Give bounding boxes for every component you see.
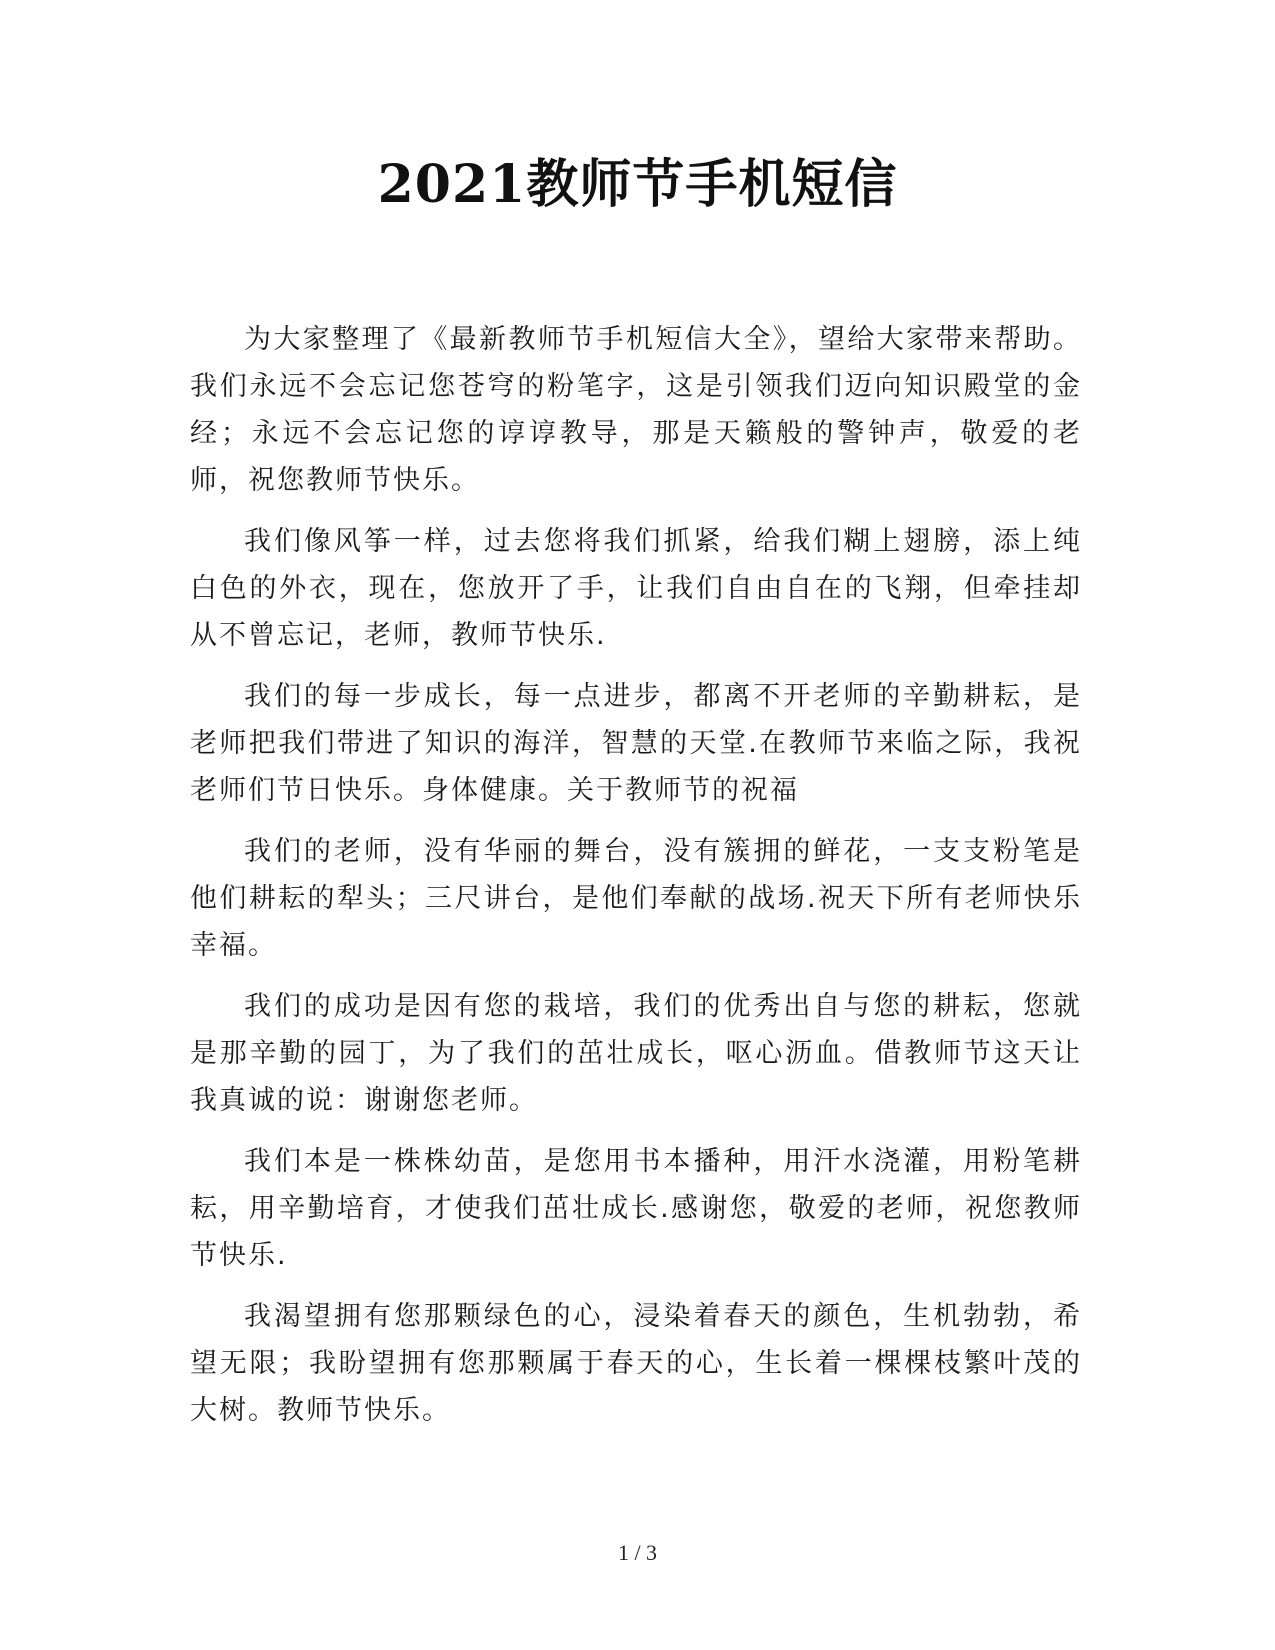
paragraph-3: 我们的每一步成长，每一点进步，都离不开老师的辛勤耕耘，是老师把我们带进了知识的海洋，智慧的天堂.在教师节来临之际，我祝老师们节日快乐。身体健康。关于教师节的祝福: [190, 681, 1082, 806]
document-title: 2021教师节手机短信: [377, 154, 898, 215]
paragraph-1: 为大家整理了《最新教师节手机短信大全》，望给大家带来帮助。我们永远不会忘记您苍穹的粉笔字，这是引领我们迈向知识殿堂的金经；永远不会忘记您的谆谆教导，那是天籁般的警钟声，敬爱的老师，祝您教师节快乐。: [190, 324, 1082, 496]
paragraph-4: 我们的老师，没有华丽的舞台，没有簇拥的鲜花，一支支粉笔是他们耕耘的犁头；三尺讲台，是他们奉献的战场.祝天下所有老师快乐幸福。: [190, 836, 1082, 961]
paragraph-7: 我渴望拥有您那颗绿色的心，浸染着春天的颜色，生机勃勃，希望无限；我盼望拥有您那颗属于春天的心，生长着一棵棵枝繁叶茂的大树。教师节快乐。: [190, 1301, 1082, 1426]
page-number: 1 / 3: [617, 1540, 658, 1565]
paragraph-5: 我们的成功是因有您的栽培，我们的优秀出自与您的耕耘，您就是那辛勤的园丁，为了我们的茁壮成长，呕心沥血。借教师节这天让我真诚的说：谢谢您老师。: [190, 991, 1082, 1116]
paragraph-2: 我们像风筝一样，过去您将我们抓紧，给我们糊上翅膀，添上纯白色的外衣，现在，您放开了手，让我们自由自在的飞翔，但牵挂却从不曾忘记，老师，教师节快乐.: [190, 526, 1082, 651]
document-body: [190, 316, 1082, 1448]
paragraph-6: 我们本是一株株幼苗，是您用书本播种，用汗水浇灌，用粉笔耕耘，用辛勤培育，才使我们茁壮成长.感谢您，敬爱的老师，祝您教师节快乐.: [190, 1146, 1082, 1271]
